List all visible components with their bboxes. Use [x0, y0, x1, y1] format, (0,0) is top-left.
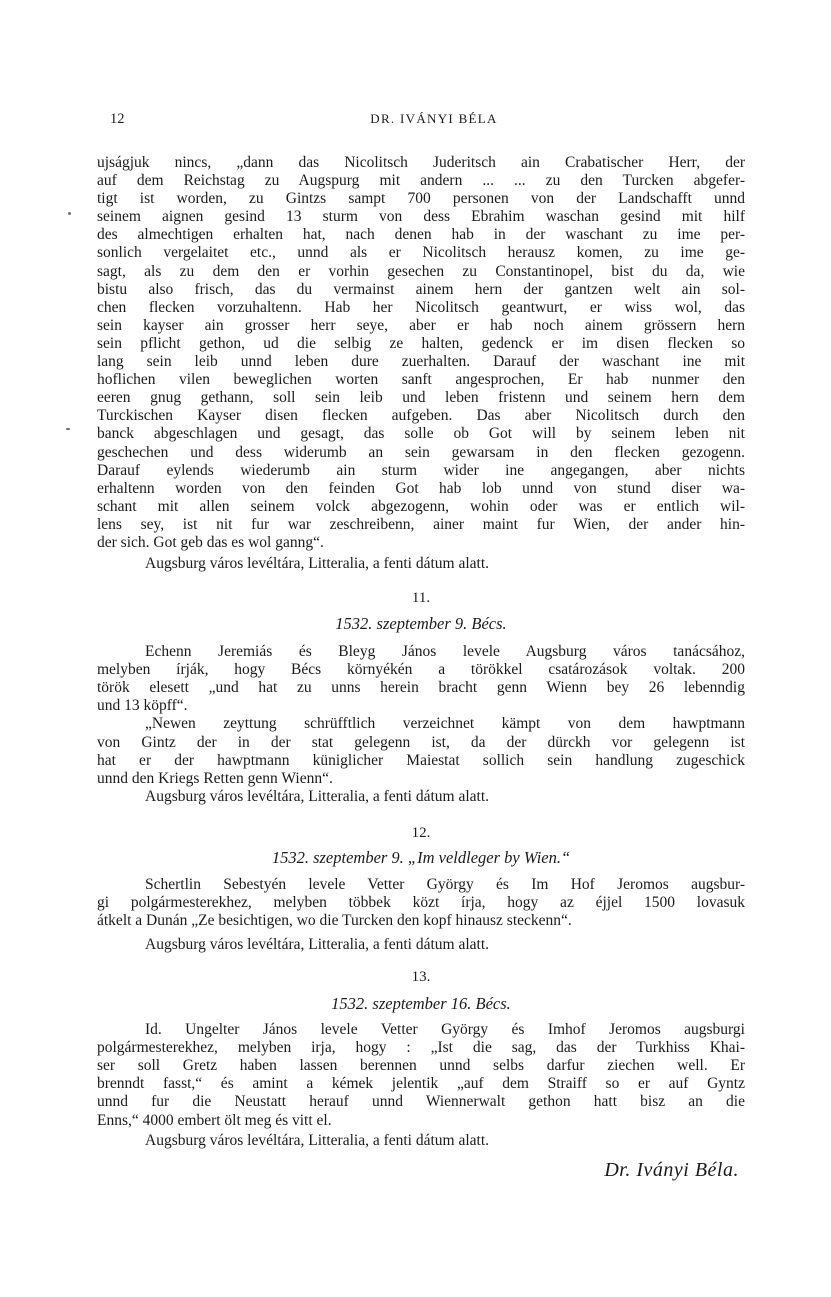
text-line: sein kayser ain grosser herr seye, aber er hab noch ainem grössern hern	[97, 316, 745, 334]
ink-speck	[66, 428, 70, 430]
text-line: geschechen und dess widerumb an sein gewarsam in den flecken gezogenn.	[97, 443, 745, 461]
archive-note: Augsburg város levéltára, Litteralia, a fenti dátum alatt.	[145, 936, 490, 954]
text-line: bistu also frisch, das du vermainst ainem hern der gantzen welt ain sol-	[97, 280, 745, 298]
page-number: 12	[110, 111, 125, 127]
continuation-paragraph	[97, 154, 745, 552]
entry-dateline: 1532. szeptember 9. „Im veldleger by Wien.“	[271, 847, 571, 867]
text-line: lang sein leib unnd leben dure zuerhalten. Darauf der waschant ine mit	[97, 353, 745, 371]
archive-note: Augsburg város levéltára, Litteralia, a fenti dátum alatt.	[145, 555, 490, 573]
text-line: ujságjuk nincs, „dann das Nicolitsch Juderitsch ain Crabatischer Herr, der	[97, 154, 745, 171]
text-line: unnd fur die Neustatt herauf unnd Wiennerwalt gethon hatt bisz an die	[97, 1093, 745, 1111]
text-line: Darauf eylends wiederumb ain sturm wider ine angegangen, aber nichts	[97, 461, 745, 479]
text-line: des almechtigen erhalten hat, nach denen hab in der waschant zu ime per-	[97, 226, 745, 244]
text-line: tigt ist worden, zu Gintzs sampt 700 personen von der Landschafft unnd	[97, 190, 745, 208]
entry-11	[97, 589, 745, 806]
entry-paragraph	[97, 876, 745, 930]
archive-note: Augsburg város levéltára, Litteralia, a fenti dátum alatt.	[145, 787, 490, 805]
entry-number: 13.	[411, 969, 431, 986]
text-line: török elesett „und hat zu unns herein bracht genn Wienn bey 26 lebenndig	[97, 679, 745, 697]
running-header: DR. IVÁNYI BÉLA	[370, 111, 498, 126]
text-line: seinem aignen gesind 13 sturm von dess Ebrahim waschan gesind mit hilf	[97, 208, 745, 226]
text-line: schant mit allen seinem volck abgezogenn, wohin oder was er entlich wil-	[97, 497, 745, 515]
ink-speck	[68, 212, 71, 215]
text-line: sagt, als zu dem den er vorhin gesechen zu Constantinopel, bist du da, wie	[97, 262, 745, 280]
archive-note: Augsburg város levéltára, Litteralia, a fenti dátum alatt.	[145, 1131, 490, 1149]
text-line: melyben írják, hogy Bécs környékén a törökkel csatározások voltak. 200	[97, 661, 745, 679]
text-line: auf dem Reichstag zu Augspurg mit andern ... ... zu den Turcken abgefer-	[97, 172, 745, 190]
text-line: Id. Ungelter János levele Vetter György és Imhof Jeromos augsburgi	[145, 1021, 745, 1039]
text-line: und 13 köpff“.	[97, 697, 188, 715]
entry-paragraph	[97, 715, 745, 787]
text-line: Enns,“ 4000 embert ölt meg és vitt el.	[97, 1111, 332, 1129]
text-line: ser soll Gretz haben lassen berennen unnd selbs darfur ziechen well. Er	[97, 1057, 745, 1075]
text-line: von Gintz der in der stat gelegenn ist, da der dürckh vor gelegenn ist	[97, 733, 745, 751]
text-line: sein pflicht gethon, ud die selbig ze halten, gedenck er im disen flecken so	[97, 334, 745, 352]
text-line: chen flecken vorzuhaltenn. Hab her Nicolitsch geantwurt, er wiss wol, das	[97, 298, 745, 316]
text-line: polgármesterekhez, melyben irja, hogy : „Ist die sag, das der Turkhiss Khai-	[97, 1039, 745, 1057]
page-header	[97, 111, 745, 127]
text-line: brenndt fasst,“ és amint a kémek jelentik „auf dem Straiff so er auf Gyntz	[97, 1075, 745, 1093]
entry-13	[97, 968, 745, 1150]
text-line: sonlich vergelaitet etc., unnd als er Nicolitsch herausz komen, zu ime ge-	[97, 244, 745, 262]
text-line: gi polgármesterekhez, melyben többek közt írja, hogy az éjjel 1500 lovasuk	[97, 893, 745, 911]
text-line: banck abgeschlagen und gesagt, das solle ob Got will by seinem leben nit	[97, 425, 745, 443]
entry-number: 11.	[411, 590, 431, 607]
text-line: der sich. Got geb das es wol ganng“.	[97, 533, 324, 551]
text-line: átkelt a Dunán „Ze besichtigen, wo die Turcken den kopf hinausz steckenn“.	[97, 912, 572, 929]
text-line: erhaltenn worden von den feinden Got hab lob unnd von stund diser wa-	[97, 479, 745, 497]
text-line: Schertlin Sebestyén levele Vetter György és Im Hof Jeromos augsbur-	[145, 875, 745, 893]
text-line: hoflichen vilen beweglichen worten sanft angesprochen, Er hab nunmer den	[97, 371, 745, 389]
entry-paragraph	[97, 643, 745, 715]
text-line: Echenn Jeremiás és Bleyg János levele Augsburg város tanácsához,	[145, 643, 745, 661]
text-column	[97, 111, 745, 1182]
entry-12	[97, 824, 745, 954]
text-line: lens sey, ist nit fur war zeschreibenn, ainer maint fur Wien, der ander hin-	[97, 515, 745, 533]
text-line: unnd den Kriegs Retten genn Wienn“.	[97, 769, 333, 787]
text-line: hat er der hawptmann küniglicher Maiestat sollich sein handlung zugeschick	[97, 751, 745, 769]
text-line: „Newen zeyttung schrüfftlich verzeichnet kämpt von dem hawptmann	[145, 715, 745, 733]
entry-dateline: 1532. szeptember 9. Bécs.	[335, 614, 507, 634]
entry-paragraph	[97, 1021, 745, 1130]
entry-number: 12.	[411, 824, 431, 841]
author-signature: Dr. Iványi Béla.	[604, 1158, 739, 1181]
text-line: eeren gnug gethann, soll sein leib und leben fristenn und seinem hern dem	[97, 389, 745, 407]
text-line: Turckischen Kayser disen flecken aufgeben. Das aber Nicolitsch durch den	[97, 407, 745, 425]
entry-dateline: 1532. szeptember 16. Bécs.	[331, 994, 511, 1014]
